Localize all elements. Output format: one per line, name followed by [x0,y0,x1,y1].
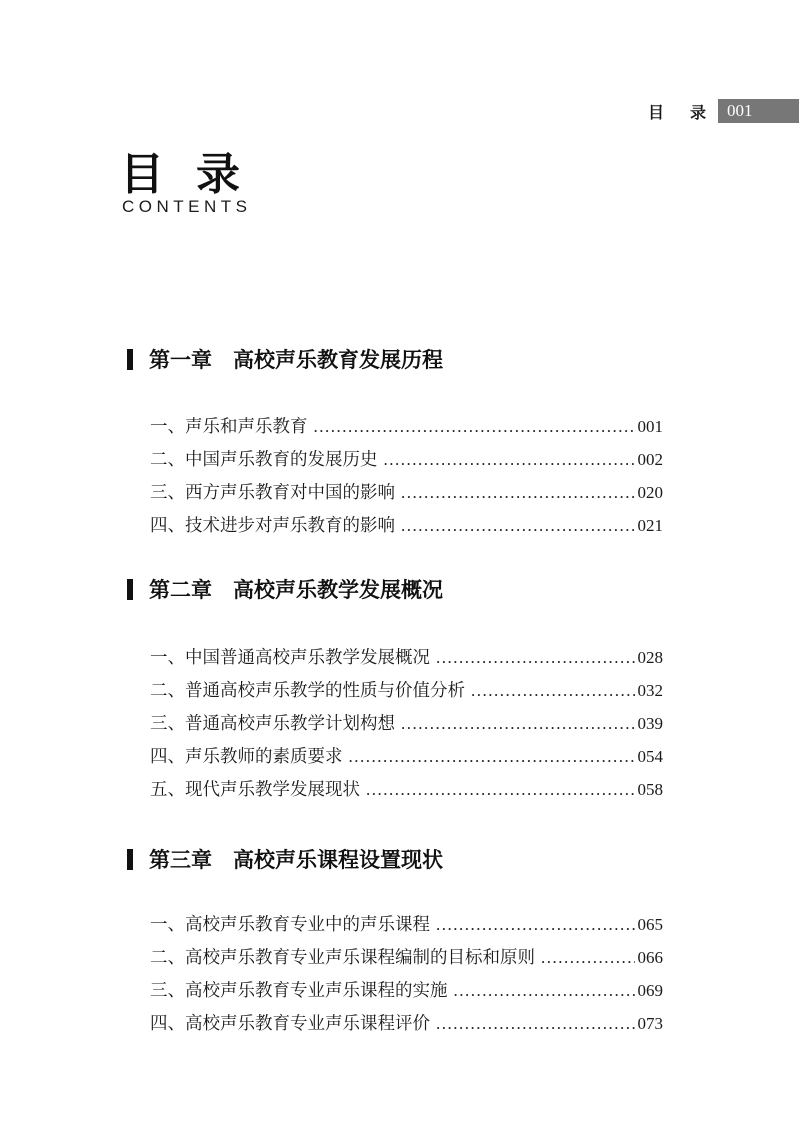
toc-entry-title: 四、高校声乐教育专业声乐课程评价 [150,1013,430,1033]
page-title: 目 录 [120,150,241,199]
toc-entry [150,740,663,773]
dot-leader [471,674,635,707]
toc-entry [150,674,663,707]
dot-leader [436,641,635,674]
dot-leader [436,1007,635,1040]
toc-entry-title: 一、声乐和声乐教育 [150,416,308,436]
toc-entry-title: 三、西方声乐教育对中国的影响 [150,482,395,502]
running-header [648,99,799,123]
dot-leader [314,410,635,443]
toc-entry [150,707,663,740]
toc-entry [150,908,663,941]
toc-entry-page: 020 [637,483,663,502]
chapter-heading [127,346,443,372]
toc-entry [150,941,663,974]
dot-leader [401,509,635,542]
toc-entry-title: 一、高校声乐教育专业中的声乐课程 [150,914,430,934]
heading-bar-icon [127,849,133,870]
toc-entry-title: 四、声乐教师的素质要求 [150,746,343,766]
toc-entry-page: 054 [637,747,663,766]
chapter-heading-text: 第二章 高校声乐教学发展概况 [149,579,443,602]
toc-entry-page: 002 [637,450,663,469]
toc-entry [150,974,663,1007]
toc-entry [150,1007,663,1040]
dot-leader [401,707,635,740]
toc-entry [150,641,663,674]
toc-entry-page: 021 [637,516,663,535]
toc-entry-title: 三、高校声乐教育专业声乐课程的实施 [150,980,448,1000]
toc-entry-page: 058 [637,780,663,799]
toc-entry-title: 二、普通高校声乐教学的性质与价值分析 [150,680,465,700]
dot-leader [401,476,635,509]
dot-leader [349,740,635,773]
toc-entry [150,476,663,509]
toc-entry-page: 073 [637,1014,663,1033]
page-number-badge: 001 [718,99,799,123]
toc-entry-title: 二、中国声乐教育的发展历史 [150,449,378,469]
dot-leader [454,974,635,1007]
dot-leader [541,941,635,974]
toc-entry [150,509,663,542]
toc-entry-page: 039 [637,714,663,733]
running-header-title: 目 录 [647,104,708,122]
toc-entry-title: 三、普通高校声乐教学计划构想 [150,713,395,733]
chapter-entries [150,410,663,542]
heading-bar-icon [127,579,133,600]
toc-entry-title: 二、高校声乐教育专业声乐课程编制的目标和原则 [150,947,535,967]
toc-entry [150,443,663,476]
toc-entry-page: 065 [637,915,663,934]
chapter-heading-text: 第三章 高校声乐课程设置现状 [149,849,443,872]
toc-entry-title: 五、现代声乐教学发展现状 [150,779,360,799]
dot-leader [366,773,635,806]
dot-leader [436,908,635,941]
toc-entry-title: 四、技术进步对声乐教育的影响 [150,515,395,535]
toc-entry-page: 001 [637,417,663,436]
toc-entry-page: 066 [637,948,663,967]
chapter-entries [150,908,663,1040]
toc-entry [150,410,663,443]
chapter-heading [127,846,443,872]
toc-entry [150,773,663,806]
chapter-entries [150,641,663,806]
dot-leader [384,443,635,476]
page-title-english: CONTENTS [122,197,252,216]
toc-entry-page: 069 [637,981,663,1000]
toc-entry-page: 032 [637,681,663,700]
heading-bar-icon [127,349,133,370]
toc-entry-page: 028 [637,648,663,667]
chapter-heading [127,576,443,602]
chapter-heading-text: 第一章 高校声乐教育发展历程 [149,349,443,372]
toc-entry-title: 一、中国普通高校声乐教学发展概况 [150,647,430,667]
